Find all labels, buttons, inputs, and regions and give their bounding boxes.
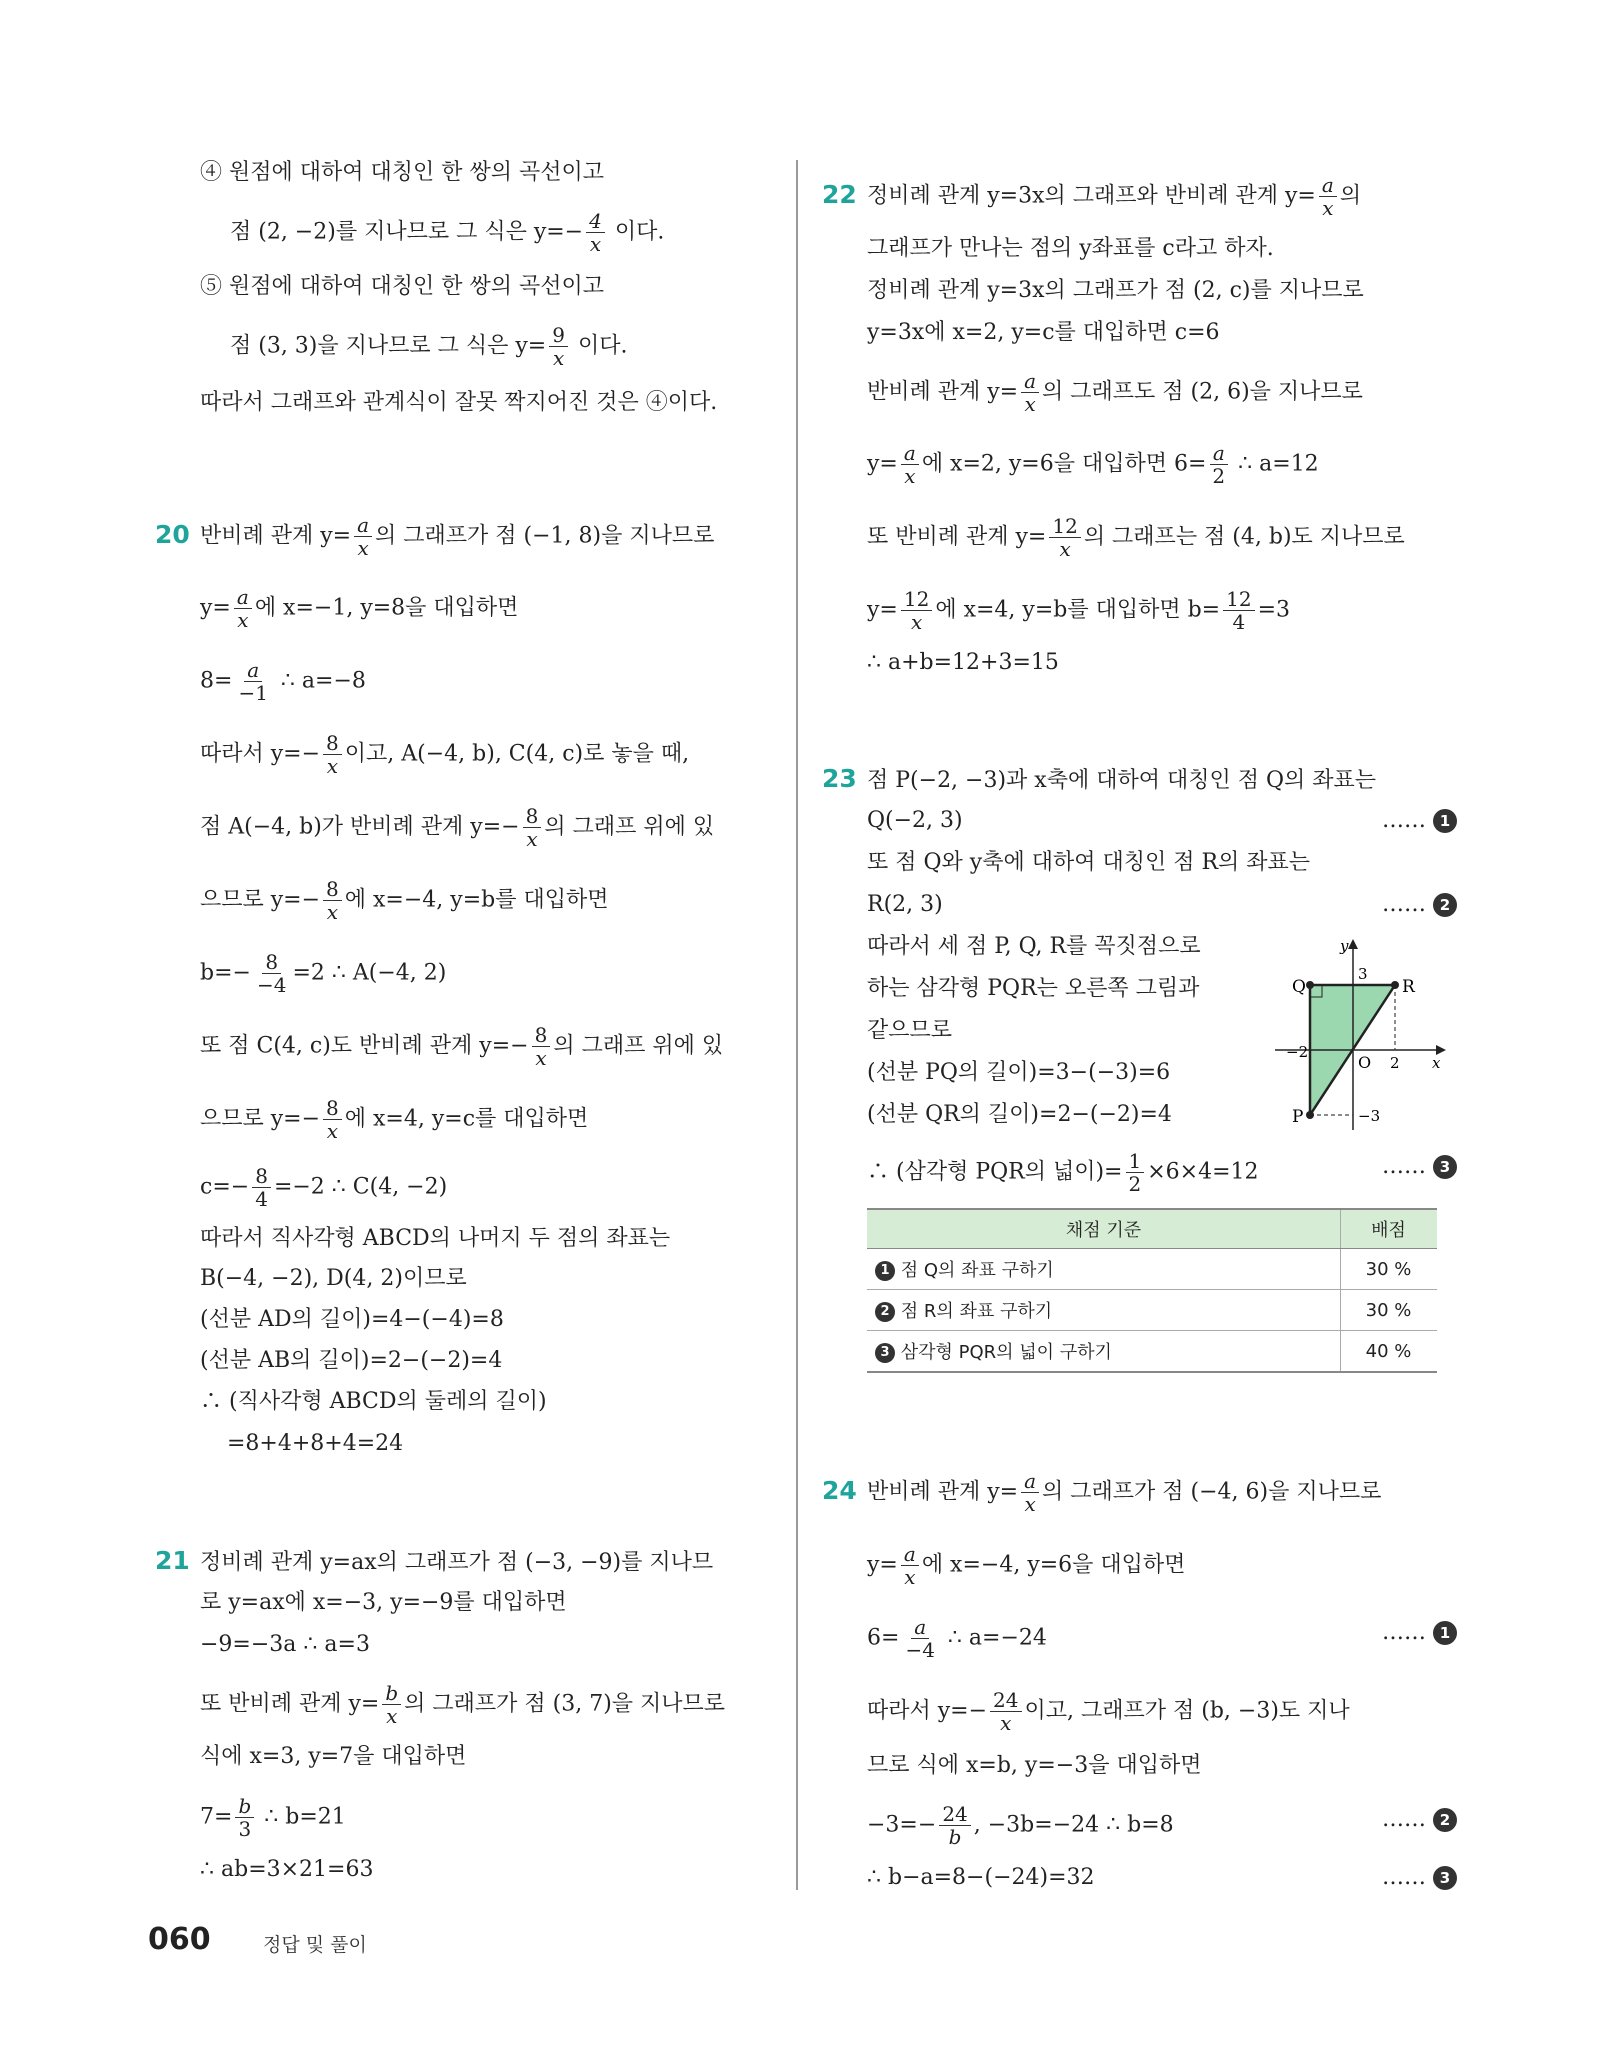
fraction: $\frac{a}{x}$: [1319, 174, 1337, 219]
fraction: $\frac{8}{4}$: [252, 1165, 271, 1210]
fraction: $\frac{12}{4}$: [1223, 588, 1254, 633]
fraction: $\frac{b}{3}$: [235, 1795, 254, 1840]
text-line: 식에 x=3, y=7을 대입하면: [200, 1744, 467, 1769]
label-q: Q: [1292, 977, 1306, 997]
text-line: 같으므로: [867, 1018, 953, 1043]
fraction: $\frac{a}{x}$: [901, 442, 919, 487]
text-line: 또 점 C(4, c)도 반비례 관계 y=− $\frac{8}{x}$ 의 그래프 위에 있: [200, 1023, 724, 1070]
scoring-table: [867, 1208, 1437, 1373]
text-line: (선분 QR의 길이)=2−(−2)=4: [867, 1102, 1172, 1127]
circled-number-icon: 2: [1433, 893, 1457, 917]
text-line: 또 반비례 관계 y= $\frac{b}{x}$ 의 그래프가 점 (3, 7)을 지나므로: [200, 1681, 726, 1728]
fraction: $\frac{b}{x}$: [382, 1682, 401, 1727]
text-line: R(2, 3) …… 2: [867, 888, 1457, 922]
fraction: $\frac{8}{x}$: [323, 878, 342, 923]
circled-number-icon: 3: [1433, 1866, 1457, 1890]
triangle-graph: [1270, 935, 1450, 1135]
fraction: $\frac{a}{x}$: [1021, 370, 1039, 415]
text-line: y= $\frac{a}{x}$ 에 x=2, y=6을 대입하면 6= $\frac{a}{2}$ ∴ a=12: [867, 441, 1319, 488]
table-row: 1 점 Q의 좌표 구하기 30 %: [867, 1249, 1437, 1290]
tick-2: 2: [1390, 1054, 1400, 1072]
fraction: $\frac{24}{x}$: [990, 1689, 1021, 1734]
page-number: 060: [148, 1922, 211, 1957]
text-line: −3=− $\frac{24}{b}$ , −3b=−24 ∴ b=8 …… 2: [867, 1803, 1457, 1848]
fraction: $\frac{4}{x}$: [586, 210, 605, 255]
text-line: 7= $\frac{b}{3}$ ∴ b=21: [200, 1794, 346, 1841]
text-line: y=3x에 x=2, y=c를 대입하면 c=6: [867, 320, 1220, 345]
text-line: (선분 AD의 길이)=4−(−4)=8: [200, 1307, 504, 1332]
text-line: b=− $\frac{8}{-4}$ =2 ∴ A(−4, 2): [200, 950, 447, 997]
table-row: 2 점 R의 좌표 구하기 30 %: [867, 1290, 1437, 1331]
text-line: B(−4, −2), D(4, 2)이므로: [200, 1266, 467, 1291]
table-row: 3 삼각형 PQR의 넓이 구하기 40 %: [867, 1331, 1437, 1373]
fraction: $\frac{a}{x}$: [354, 514, 372, 559]
label-x: x: [1432, 1054, 1441, 1072]
text-line: 따라서 그래프와 관계식이 잘못 짝지어진 것은 ④이다.: [200, 390, 718, 415]
text-line: ⑤ 원점에 대하여 대칭인 한 쌍의 곡선이고: [200, 274, 604, 299]
text-line: ④ 원점에 대하여 대칭인 한 쌍의 곡선이고: [200, 160, 604, 185]
problem-21-line: 21 정비례 관계 y=ax의 그래프가 점 (−3, −9)를 지나므: [155, 1544, 713, 1580]
column-divider: [796, 160, 798, 1890]
tick-3: 3: [1358, 965, 1368, 983]
fraction: $\frac{a}{-1}$: [238, 658, 268, 705]
step-marker: …… 3: [1382, 1861, 1457, 1895]
fraction: $\frac{a}{x}$: [901, 1543, 919, 1588]
text-line: Q(−2, 3) …… 1: [867, 804, 1457, 838]
table-header: 배점: [1341, 1209, 1438, 1249]
text-line: 로 y=ax에 x=−3, y=−9를 대입하면: [200, 1590, 567, 1615]
step-marker: …… 2: [1382, 888, 1457, 922]
text-line: −9=−3a ∴ a=3: [200, 1632, 370, 1657]
text-line: 따라서 y=− $\frac{24}{x}$ 이고, 그래프가 점 (b, −3)도 지나: [867, 1688, 1350, 1735]
label-o: O: [1358, 1053, 1372, 1072]
text-line: 점 (3, 3)을 지나므로 그 식은 y= $\frac{9}{x}$ 이다.: [230, 323, 628, 370]
circled-number-icon: 1: [1433, 809, 1457, 833]
text-line: y= $\frac{12}{x}$ 에 x=4, y=b를 대입하면 b= $\frac{12}{4}$ =3: [867, 587, 1290, 634]
fraction: $\frac{9}{x}$: [549, 324, 568, 369]
text-line: ∴ ab=3×21=63: [200, 1857, 374, 1882]
circled-number-icon: 2: [1433, 1808, 1457, 1832]
y-axis-arrow: [1348, 939, 1358, 949]
text-line: ∴ b−a=8−(−24)=32 …… 3: [867, 1861, 1457, 1895]
circled-number-icon: 3: [875, 1343, 895, 1363]
fraction: $\frac{a}{-4}$: [905, 1615, 935, 1662]
fraction: $\frac{8}{-4}$: [256, 950, 287, 997]
problem-24-line: 24 반비례 관계 y= $\frac{a}{x}$ 의 그래프가 점 (−4, 6)을 지나므로: [822, 1469, 1382, 1516]
text-line: 6= $\frac{a}{-4}$ ∴ a=−24 …… 1: [867, 1616, 1457, 1661]
text-line: 그래프가 만나는 점의 y좌표를 c라고 하자.: [867, 236, 1274, 261]
text-line: 므로 식에 x=b, y=−3을 대입하면: [867, 1753, 1202, 1778]
problem-number: 20: [155, 519, 190, 549]
fraction: $\frac{a}{x}$: [1021, 1470, 1039, 1515]
text-line: 따라서 세 점 P, Q, R를 꼭짓점으로: [867, 934, 1201, 959]
problem-number: 23: [822, 764, 857, 793]
text-line: 따라서 y=− $\frac{8}{x}$ 이고, A(−4, b), C(4, c)로 놓을 때,: [200, 731, 690, 778]
text-line: 점 (2, −2)를 지나므로 그 식은 y=− $\frac{4}{x}$ 이다.: [230, 209, 665, 256]
label-p: P: [1292, 1107, 1304, 1127]
step-marker: …… 2: [1382, 1803, 1457, 1837]
problem-23-line: 23 점 P(−2, −3)과 x축에 대하여 대칭인 점 Q의 좌표는: [822, 762, 1376, 798]
fraction: $\frac{24}{b}$: [939, 1803, 970, 1848]
text-line: 점 A(−4, b)가 반비례 관계 y=− $\frac{8}{x}$ 의 그래프 위에 있: [200, 804, 715, 851]
point-q: [1306, 981, 1314, 989]
text-line: (선분 AB의 길이)=2−(−2)=4: [200, 1348, 503, 1373]
point-p: [1306, 1111, 1314, 1119]
fraction: $\frac{8}{x}$: [532, 1024, 551, 1069]
footer-title: 정답 및 풀이: [263, 1934, 367, 1956]
circled-number-icon: 1: [875, 1261, 895, 1281]
label-y: y: [1340, 937, 1349, 955]
text-line: 으므로 y=− $\frac{8}{x}$ 에 x=4, y=c를 대입하면: [200, 1096, 589, 1143]
fraction: $\frac{12}{x}$: [1049, 515, 1080, 560]
circled-number-icon: 3: [1433, 1155, 1457, 1179]
fraction: $\frac{8}{x}$: [323, 1097, 342, 1142]
text-line: 따라서 직사각형 ABCD의 나머지 두 점의 좌표는: [200, 1226, 671, 1251]
circled-number-icon: 2: [875, 1302, 895, 1322]
problem-number: 24: [822, 1475, 857, 1505]
label-r: R: [1402, 977, 1415, 997]
step-marker: …… 1: [1382, 804, 1457, 838]
text-line: 또 점 Q와 y축에 대하여 대칭인 점 R의 좌표는: [867, 850, 1311, 875]
text-line: 8= $\frac{a}{-1}$ ∴ a=−8: [200, 658, 366, 705]
circled-number-icon: 1: [1433, 1621, 1457, 1645]
fraction: $\frac{8}{x}$: [323, 732, 342, 777]
text-line: 정비례 관계 y=3x의 그래프가 점 (2, c)를 지나므로: [867, 278, 1364, 303]
fraction: $\frac{a}{2}$: [1209, 442, 1228, 487]
table-header: 채점 기준: [867, 1209, 1341, 1249]
step-marker: …… 1: [1382, 1616, 1457, 1650]
fraction: $\frac{a}{x}$: [234, 586, 252, 631]
problem-number: 22: [822, 179, 857, 209]
problem-number: 21: [155, 1546, 190, 1575]
problem-20-line: 20 반비례 관계 y= $\frac{a}{x}$ 의 그래프가 점 (−1, 8)을 지나므로: [155, 513, 715, 560]
text-line: ∴ (삼각형 PQR의 넓이)= $\frac{1}{2}$ ×6×4=12 …… 3: [867, 1150, 1457, 1195]
text-line: =8+4+8+4=24: [227, 1431, 404, 1456]
step-marker: …… 3: [1382, 1150, 1457, 1184]
tick-neg3: −3: [1358, 1107, 1381, 1125]
text-line: 하는 삼각형 PQR는 오른쪽 그림과: [867, 976, 1200, 1001]
text-line: 반비례 관계 y= $\frac{a}{x}$ 의 그래프도 점 (2, 6)을 지나므로: [867, 369, 1363, 416]
text-line: y= $\frac{a}{x}$ 에 x=−1, y=8을 대입하면: [200, 585, 519, 632]
text-line: c=− $\frac{8}{4}$ =−2 ∴ C(4, −2): [200, 1164, 448, 1211]
problem-22-line: 22 정비례 관계 y=3x의 그래프와 반비례 관계 y= $\frac{a}{x}$ 의: [822, 173, 1362, 220]
point-r: [1391, 981, 1399, 989]
text-line: (선분 PQ의 길이)=3−(−3)=6: [867, 1060, 1171, 1085]
text-line: 또 반비례 관계 y= $\frac{12}{x}$ 의 그래프는 점 (4, b)도 지나므로: [867, 514, 1405, 561]
text-line: y= $\frac{a}{x}$ 에 x=−4, y=6을 대입하면: [867, 1542, 1186, 1589]
text-line: 으므로 y=− $\frac{8}{x}$ 에 x=−4, y=b를 대입하면: [200, 877, 609, 924]
text-line: ∴ (직사각형 ABCD의 둘레의 길이): [200, 1389, 547, 1414]
tick-neg2: −2: [1286, 1043, 1309, 1061]
fraction: $\frac{12}{x}$: [901, 588, 932, 633]
text-line: ∴ a+b=12+3=15: [867, 650, 1059, 675]
fraction: $\frac{1}{2}$: [1126, 1150, 1145, 1195]
fraction: $\frac{8}{x}$: [523, 805, 542, 850]
